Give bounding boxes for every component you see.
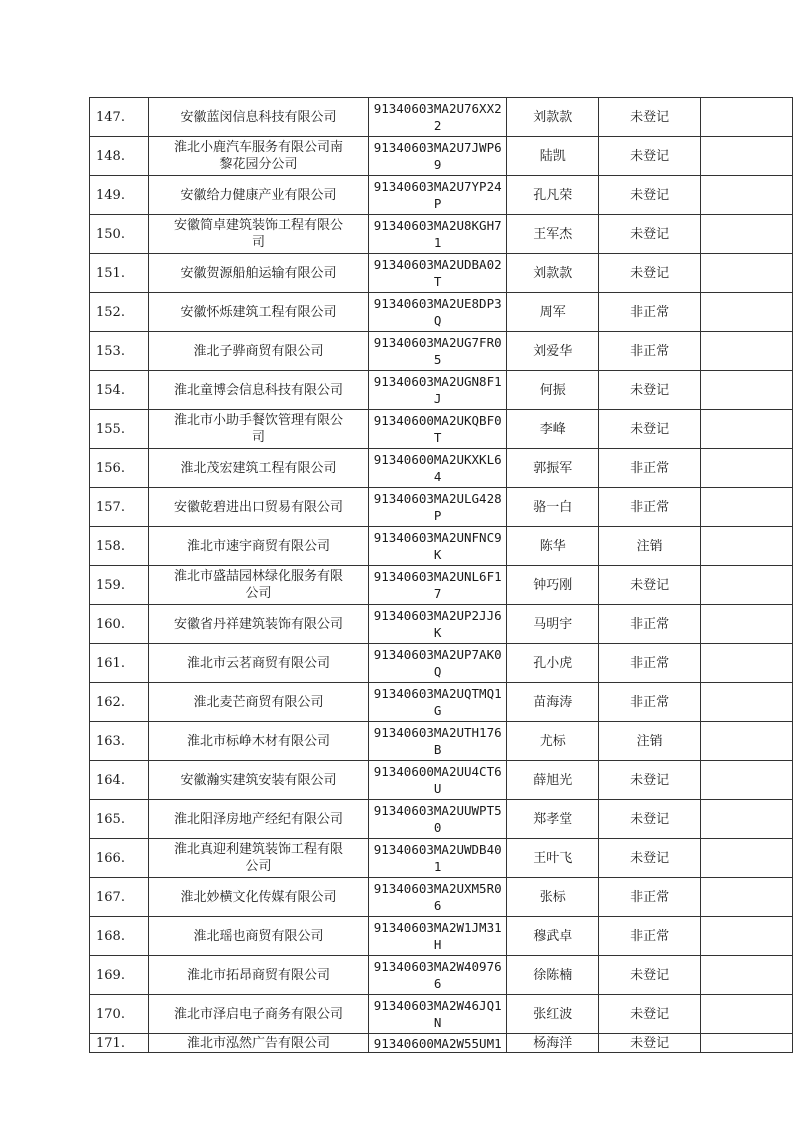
table-row	[90, 98, 793, 137]
legal-representative: 王叶飞	[507, 839, 599, 878]
credit-code-cell	[369, 683, 507, 722]
company-name-cell	[148, 956, 368, 995]
row-number: 167.	[90, 878, 149, 917]
credit-code-line: 91340603MA2UDBA02	[373, 257, 502, 272]
table-row	[90, 215, 793, 254]
table-row	[90, 839, 793, 878]
company-name-line: 淮北小鹿汽车服务有限公司南	[173, 140, 343, 155]
row-number: 154.	[90, 371, 149, 410]
credit-code-line: 91340603MA2U76XX2	[373, 101, 502, 116]
credit-code-line: 91340603MA2UWDB40	[373, 842, 502, 857]
table-row	[90, 371, 793, 410]
legal-representative: 陆凯	[507, 137, 599, 176]
company-name-cell	[148, 98, 368, 137]
remarks-cell	[700, 215, 792, 254]
table-row	[90, 683, 793, 722]
legal-representative: 张标	[507, 878, 599, 917]
company-name-line: 安徽瀚实建筑安装有限公司	[180, 772, 337, 788]
table-row	[90, 527, 793, 566]
remarks-cell	[700, 956, 792, 995]
credit-code-line: 6	[433, 898, 442, 913]
credit-code-cell	[369, 488, 507, 527]
company-name-cell	[148, 332, 368, 371]
legal-representative: 孔小虎	[507, 644, 599, 683]
registration-status: 未登记	[599, 98, 700, 137]
registration-status: 未登记	[599, 410, 700, 449]
company-name-line: 淮北茂宏建筑工程有限公司	[180, 460, 337, 476]
table-row	[90, 761, 793, 800]
credit-code-line: 91340603MA2ULG428	[373, 491, 502, 506]
row-number: 156.	[90, 449, 149, 488]
company-name-cell	[148, 371, 368, 410]
credit-code-line: 1	[433, 235, 442, 250]
table-row	[90, 956, 793, 995]
legal-representative: 郑孝堂	[507, 800, 599, 839]
company-name-cell	[148, 293, 368, 332]
credit-code-cell	[369, 566, 507, 605]
table-row	[90, 137, 793, 176]
row-number: 165.	[90, 800, 149, 839]
company-name-line: 淮北市盛喆园林绿化服务有限	[173, 569, 343, 584]
credit-code-line: Q	[433, 664, 442, 679]
registration-status: 非正常	[599, 644, 700, 683]
row-number: 163.	[90, 722, 149, 761]
registration-status: 未登记	[599, 839, 700, 878]
row-number: 161.	[90, 644, 149, 683]
legal-representative: 苗海涛	[507, 683, 599, 722]
company-name-line: 公司	[245, 586, 272, 601]
table-row	[90, 722, 793, 761]
credit-code-line: 91340603MA2U7JWP6	[373, 140, 502, 155]
registration-status: 未登记	[599, 956, 700, 995]
table-row	[90, 1034, 793, 1053]
company-name-line: 公司	[245, 859, 272, 874]
row-number: 158.	[90, 527, 149, 566]
registration-table-page	[89, 97, 793, 1053]
remarks-cell	[700, 293, 792, 332]
credit-code-cell	[369, 254, 507, 293]
row-number: 149.	[90, 176, 149, 215]
credit-code-cell	[369, 332, 507, 371]
company-name-cell	[148, 722, 368, 761]
table-row	[90, 566, 793, 605]
credit-code-line: K	[433, 625, 442, 640]
company-name-line: 淮北瑶也商贸有限公司	[193, 928, 324, 944]
row-number: 169.	[90, 956, 149, 995]
company-name-line: 淮北真迎利建筑装饰工程有限	[173, 842, 343, 857]
company-name-line: 淮北阳泽房地产经纪有限公司	[173, 811, 343, 827]
registration-status: 非正常	[599, 332, 700, 371]
remarks-cell	[700, 1034, 792, 1053]
company-name-cell	[148, 644, 368, 683]
row-number: 157.	[90, 488, 149, 527]
company-name-line: 淮北子骅商贸有限公司	[193, 343, 324, 359]
legal-representative: 何振	[507, 371, 599, 410]
registration-status: 未登记	[599, 137, 700, 176]
company-name-line: 淮北市云茗商贸有限公司	[186, 655, 330, 671]
credit-code-line: H	[433, 937, 442, 952]
credit-code-line: 91340603MA2UGN8F1	[373, 374, 502, 389]
remarks-cell	[700, 98, 792, 137]
legal-representative: 李峰	[507, 410, 599, 449]
remarks-cell	[700, 722, 792, 761]
credit-code-line: 9	[433, 157, 442, 172]
company-name-line: 司	[251, 235, 265, 250]
table-row	[90, 488, 793, 527]
legal-representative: 薛旭光	[507, 761, 599, 800]
credit-code-line: 6	[433, 976, 442, 991]
row-number: 168.	[90, 917, 149, 956]
row-number: 166.	[90, 839, 149, 878]
company-name-cell	[148, 176, 368, 215]
credit-code-line: 91340603MA2W40976	[373, 959, 502, 974]
company-table	[89, 97, 793, 1053]
credit-code-line: 91340603MA2U7YP24	[373, 179, 502, 194]
company-name-cell	[148, 839, 368, 878]
row-number: 152.	[90, 293, 149, 332]
credit-code-line: 91340603MA2UUWPT5	[373, 803, 502, 818]
row-number: 147.	[90, 98, 149, 137]
company-name-cell	[148, 995, 368, 1034]
remarks-cell	[700, 449, 792, 488]
credit-code-cell	[369, 800, 507, 839]
table-row	[90, 410, 793, 449]
remarks-cell	[700, 683, 792, 722]
company-name-line: 安徽蓝闵信息科技有限公司	[180, 109, 337, 125]
table-row	[90, 254, 793, 293]
credit-code-cell	[369, 176, 507, 215]
registration-status: 非正常	[599, 449, 700, 488]
company-name-cell	[148, 215, 368, 254]
table-row	[90, 293, 793, 332]
credit-code-line: 91340600MA2UKXKL6	[373, 452, 502, 467]
remarks-cell	[700, 800, 792, 839]
remarks-cell	[700, 644, 792, 683]
credit-code-line: 91340603MA2UP7AK0	[373, 647, 502, 662]
registration-status: 未登记	[599, 761, 700, 800]
table-row	[90, 800, 793, 839]
legal-representative: 周军	[507, 293, 599, 332]
remarks-cell	[700, 566, 792, 605]
credit-code-line: 91340603MA2UNL6F1	[373, 569, 502, 584]
row-number: 148.	[90, 137, 149, 176]
company-table-body	[90, 98, 793, 1053]
credit-code-cell	[369, 410, 507, 449]
remarks-cell	[700, 995, 792, 1034]
table-row	[90, 644, 793, 683]
credit-code-line: 91340600MA2UKQBF0	[373, 413, 502, 428]
company-name-line: 淮北市泓然广告有限公司	[186, 1035, 330, 1051]
credit-code-line: 91340603MA2UXM5R0	[373, 881, 502, 896]
registration-status: 未登记	[599, 800, 700, 839]
legal-representative: 张红波	[507, 995, 599, 1034]
credit-code-cell	[369, 98, 507, 137]
company-name-line: 淮北市小助手餐饮管理有限公	[173, 413, 343, 428]
company-name-cell	[148, 878, 368, 917]
remarks-cell	[700, 605, 792, 644]
company-name-cell	[148, 761, 368, 800]
company-name-line: 淮北市速宇商贸有限公司	[186, 538, 330, 554]
credit-code-line: 91340603MA2U8KGH7	[373, 218, 502, 233]
registration-status: 未登记	[599, 566, 700, 605]
credit-code-line: 2	[433, 118, 442, 133]
credit-code-line: 5	[433, 352, 442, 367]
company-name-line: 淮北麦芒商贸有限公司	[193, 694, 324, 710]
registration-status: 非正常	[599, 605, 700, 644]
credit-code-cell	[369, 917, 507, 956]
remarks-cell	[700, 527, 792, 566]
remarks-cell	[700, 254, 792, 293]
credit-code-line: 91340603MA2W1JM31	[373, 920, 502, 935]
registration-status: 未登记	[599, 371, 700, 410]
company-name-line: 司	[251, 430, 265, 445]
company-name-cell	[148, 254, 368, 293]
table-row	[90, 605, 793, 644]
company-name-cell	[148, 449, 368, 488]
credit-code-line: 91340603MA2UP2JJ6	[373, 608, 502, 623]
company-name-cell	[148, 488, 368, 527]
row-number: 160.	[90, 605, 149, 644]
legal-representative: 刘款款	[507, 254, 599, 293]
company-name-cell	[148, 683, 368, 722]
remarks-cell	[700, 176, 792, 215]
remarks-cell	[700, 332, 792, 371]
credit-code-cell	[369, 137, 507, 176]
credit-code-line: 4	[433, 469, 442, 484]
row-number: 164.	[90, 761, 149, 800]
remarks-cell	[700, 917, 792, 956]
row-number: 162.	[90, 683, 149, 722]
credit-code-cell	[369, 839, 507, 878]
legal-representative: 钟巧刚	[507, 566, 599, 605]
row-number: 153.	[90, 332, 149, 371]
remarks-cell	[700, 878, 792, 917]
legal-representative: 孔凡荣	[507, 176, 599, 215]
credit-code-line: 91340603MA2W46JQ1	[373, 998, 502, 1013]
row-number: 155.	[90, 410, 149, 449]
company-name-cell	[148, 137, 368, 176]
registration-status: 注销	[599, 722, 700, 761]
company-name-line: 安徽给力健康产业有限公司	[180, 187, 337, 203]
row-number: 150.	[90, 215, 149, 254]
credit-code-cell	[369, 449, 507, 488]
company-name-line: 淮北妙横文化传媒有限公司	[180, 889, 337, 905]
table-row	[90, 449, 793, 488]
credit-code-cell	[369, 878, 507, 917]
remarks-cell	[700, 761, 792, 800]
company-name-line: 淮北童博会信息科技有限公司	[173, 382, 343, 398]
registration-status: 非正常	[599, 878, 700, 917]
credit-code-line: K	[433, 547, 442, 562]
company-name-cell	[148, 527, 368, 566]
credit-code-line: T	[433, 274, 442, 289]
registration-status: 非正常	[599, 293, 700, 332]
row-number: 159.	[90, 566, 149, 605]
registration-status: 未登记	[599, 254, 700, 293]
registration-status: 非正常	[599, 683, 700, 722]
credit-code-line: 0	[433, 820, 442, 835]
credit-code-line: 91340600MA2UU4CT6	[373, 764, 502, 779]
credit-code-line: 91340603MA2UTH176	[373, 725, 502, 740]
credit-code-cell	[369, 722, 507, 761]
table-row	[90, 176, 793, 215]
legal-representative: 马明宇	[507, 605, 599, 644]
legal-representative: 王军杰	[507, 215, 599, 254]
company-name-line: 淮北市拓昂商贸有限公司	[186, 967, 330, 983]
table-row	[90, 332, 793, 371]
company-name-cell	[148, 605, 368, 644]
legal-representative: 尤标	[507, 722, 599, 761]
remarks-cell	[700, 839, 792, 878]
company-name-line: 淮北市标峥木材有限公司	[186, 733, 330, 749]
registration-status: 非正常	[599, 488, 700, 527]
credit-code-line: P	[433, 196, 442, 211]
credit-code-cell	[369, 644, 507, 683]
credit-code-cell	[369, 371, 507, 410]
company-name-cell	[148, 410, 368, 449]
credit-code-line: U	[433, 781, 442, 796]
legal-representative: 骆一白	[507, 488, 599, 527]
registration-status: 未登记	[599, 215, 700, 254]
credit-code-line: 91340600MA2W55UM1	[373, 1035, 502, 1051]
credit-code-line: N	[433, 1015, 442, 1030]
legal-representative: 刘爱华	[507, 332, 599, 371]
remarks-cell	[700, 410, 792, 449]
remarks-cell	[700, 488, 792, 527]
credit-code-line: T	[433, 430, 442, 445]
credit-code-cell	[369, 293, 507, 332]
credit-code-line: 91340603MA2UG7FR0	[373, 335, 502, 350]
company-name-line: 淮北市泽启电子商务有限公司	[173, 1006, 343, 1022]
company-name-line: 安徽简卓建筑装饰工程有限公	[173, 218, 343, 233]
table-row	[90, 878, 793, 917]
credit-code-cell	[369, 527, 507, 566]
company-name-cell	[148, 1034, 368, 1053]
table-row	[90, 995, 793, 1034]
credit-code-line: J	[433, 391, 442, 406]
credit-code-line: 91340603MA2UQTMQ1	[373, 686, 502, 701]
company-name-line: 安徽乾碧进出口贸易有限公司	[173, 499, 343, 515]
legal-representative: 徐陈楠	[507, 956, 599, 995]
company-name-line: 安徽省丹祥建筑装饰有限公司	[173, 616, 343, 632]
registration-status: 非正常	[599, 917, 700, 956]
legal-representative: 陈华	[507, 527, 599, 566]
company-name-line: 安徽怀烁建筑工程有限公司	[180, 304, 337, 320]
credit-code-line: P	[433, 508, 442, 523]
credit-code-line: 7	[433, 586, 442, 601]
row-number: 171.	[90, 1034, 149, 1053]
credit-code-cell	[369, 605, 507, 644]
row-number: 151.	[90, 254, 149, 293]
remarks-cell	[700, 371, 792, 410]
credit-code-cell	[369, 761, 507, 800]
credit-code-cell	[369, 1034, 507, 1053]
company-name-cell	[148, 800, 368, 839]
company-name-line: 黎花园分公司	[219, 157, 298, 172]
credit-code-line: Q	[433, 313, 442, 328]
company-name-cell	[148, 566, 368, 605]
credit-code-cell	[369, 215, 507, 254]
company-name-line: 安徽贺源船舶运输有限公司	[180, 265, 337, 281]
credit-code-line: 1	[433, 859, 442, 874]
legal-representative: 杨海洋	[507, 1034, 599, 1053]
credit-code-line: G	[433, 703, 442, 718]
credit-code-line: 91340603MA2UE8DP3	[373, 296, 502, 311]
credit-code-line: 91340603MA2UNFNC9	[373, 530, 502, 545]
registration-status: 未登记	[599, 995, 700, 1034]
credit-code-cell	[369, 995, 507, 1034]
row-number: 170.	[90, 995, 149, 1034]
credit-code-cell	[369, 956, 507, 995]
registration-status: 注销	[599, 527, 700, 566]
registration-status: 未登记	[599, 1034, 700, 1053]
table-row	[90, 917, 793, 956]
credit-code-line: B	[433, 742, 442, 757]
legal-representative: 郭振军	[507, 449, 599, 488]
legal-representative: 穆武卓	[507, 917, 599, 956]
remarks-cell	[700, 137, 792, 176]
company-name-cell	[148, 917, 368, 956]
registration-status: 未登记	[599, 176, 700, 215]
legal-representative: 刘款款	[507, 98, 599, 137]
